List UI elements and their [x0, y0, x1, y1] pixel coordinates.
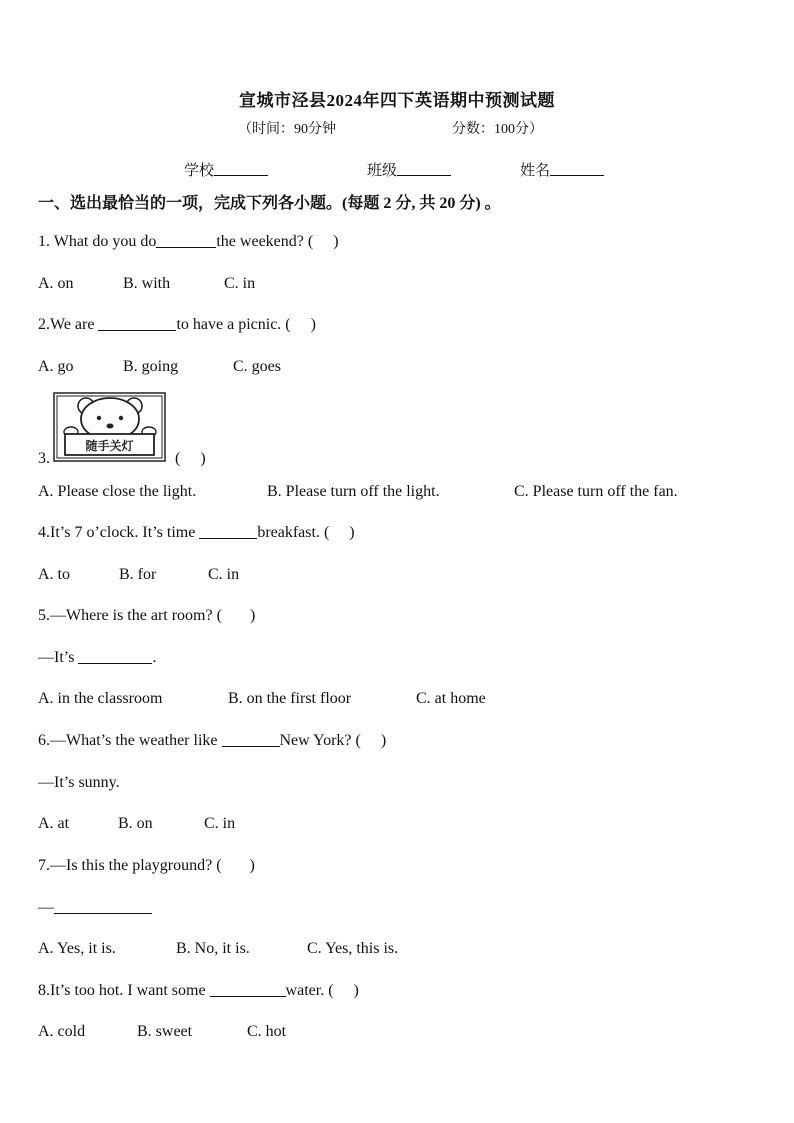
- q7-reply-dash: —: [38, 899, 54, 916]
- q4-text: 4.It’s 7 o’clock. It’s time: [38, 524, 196, 541]
- q5-option-c[interactable]: C. at home: [416, 690, 486, 707]
- school-blank[interactable]: [214, 163, 268, 176]
- q6-blank[interactable]: [222, 732, 280, 747]
- q7-option-a[interactable]: A. Yes, it is.: [38, 940, 116, 957]
- q4-option-a[interactable]: A. to: [38, 566, 70, 583]
- q1-option-c[interactable]: C. in: [224, 275, 256, 292]
- q2-option-b[interactable]: B. going: [123, 358, 179, 375]
- q4-option-c[interactable]: C. in: [208, 566, 240, 583]
- q6-option-b[interactable]: B. on: [118, 815, 153, 832]
- q3-paren-close: ): [200, 450, 206, 467]
- q4-text-post: breakfast. (: [257, 524, 330, 541]
- q5-paren-close: ): [249, 607, 256, 624]
- q8-text-post: water. (: [285, 982, 334, 999]
- q4-paren-close: ): [349, 524, 355, 541]
- q5-blank[interactable]: [78, 649, 152, 664]
- question-7: [38, 857, 255, 875]
- question-6-reply: —It’s sunny.: [38, 774, 120, 791]
- time-limit: （时间：90分钟: [238, 122, 336, 137]
- school-field: [184, 159, 268, 180]
- section-heading: 一、选出最恰当的一项，完成下列各小题。(每题 2 分, 共 20 分) 。: [38, 195, 501, 212]
- q7-text: 7.—Is this the playground? (: [38, 857, 222, 874]
- q5-option-b[interactable]: B. on the first floor: [228, 690, 352, 707]
- q3-option-a[interactable]: A. Please close the light.: [38, 483, 197, 500]
- q4-blank[interactable]: [199, 524, 257, 539]
- q8-option-a[interactable]: A. cold: [38, 1023, 86, 1040]
- q3-number: 3.: [38, 450, 50, 467]
- q2-paren-close: ): [310, 316, 316, 333]
- question-5: [38, 607, 255, 625]
- page-title: 宣城市泾县2024年四下英语期中预测试题: [239, 91, 555, 110]
- question-3: [38, 450, 50, 468]
- q2-text-post: to have a picnic. (: [176, 316, 291, 333]
- q2-text: 2.We are: [38, 316, 95, 333]
- q3-option-b[interactable]: B. Please turn off the light.: [267, 483, 440, 500]
- q2-option-a[interactable]: A. go: [38, 358, 74, 375]
- q8-option-c[interactable]: C. hot: [247, 1023, 287, 1040]
- q1-text: 1. What do you do: [38, 233, 157, 250]
- q3-answer-paren: [175, 450, 206, 468]
- q5-reply-period: .: [152, 649, 157, 666]
- q8-text: 8.It’s too hot. I want some: [38, 982, 206, 999]
- q6-text: 6.—What’s the weather like: [38, 732, 218, 749]
- turn-off-light-sign-image: [53, 392, 166, 462]
- name-blank[interactable]: [550, 163, 604, 176]
- question-7-reply: [38, 899, 152, 917]
- q1-paren-close: ): [333, 233, 339, 250]
- school-label: 学校: [184, 163, 215, 179]
- question-5-reply: [38, 649, 156, 667]
- question-1: [38, 233, 339, 251]
- q8-blank[interactable]: [210, 982, 286, 997]
- name-label: 姓名: [520, 163, 551, 179]
- q6-paren-close: ): [380, 732, 387, 749]
- q2-option-c[interactable]: C. goes: [233, 358, 281, 375]
- q1-option-a[interactable]: A. on: [38, 275, 74, 292]
- question-8: [38, 982, 359, 1000]
- q5-reply-text: —It’s: [38, 649, 75, 666]
- class-field: [367, 159, 451, 180]
- q4-option-b[interactable]: B. for: [119, 566, 157, 583]
- q1-option-b[interactable]: B. with: [123, 275, 171, 292]
- class-label: 班级: [367, 163, 398, 179]
- q3-paren-open: (: [175, 450, 181, 467]
- question-2: [38, 316, 316, 334]
- class-blank[interactable]: [397, 163, 451, 176]
- q2-blank[interactable]: [98, 316, 176, 331]
- total-score: 分数：100分）: [452, 122, 543, 137]
- q6-option-c[interactable]: C. in: [204, 815, 236, 832]
- q6-text-post: New York? (: [279, 732, 361, 749]
- q8-paren-close: ): [353, 982, 359, 999]
- sign-text: 随手关灯: [85, 439, 134, 453]
- q6-option-a[interactable]: A. at: [38, 815, 70, 832]
- q1-blank[interactable]: [156, 233, 216, 248]
- q7-blank[interactable]: [54, 899, 152, 914]
- q5-text: 5.—Where is the art room? (: [38, 607, 222, 624]
- question-4: [38, 524, 355, 542]
- q7-option-c[interactable]: C. Yes, this is.: [307, 940, 399, 957]
- q1-text-post: the weekend? (: [216, 233, 314, 250]
- q7-option-b[interactable]: B. No, it is.: [176, 940, 250, 957]
- question-6: [38, 732, 386, 750]
- q8-option-b[interactable]: B. sweet: [137, 1023, 193, 1040]
- q7-paren-close: ): [249, 857, 255, 874]
- q3-option-c[interactable]: C. Please turn off the fan.: [514, 483, 678, 500]
- q5-option-a[interactable]: A. in the classroom: [38, 690, 163, 707]
- name-field: [520, 159, 604, 180]
